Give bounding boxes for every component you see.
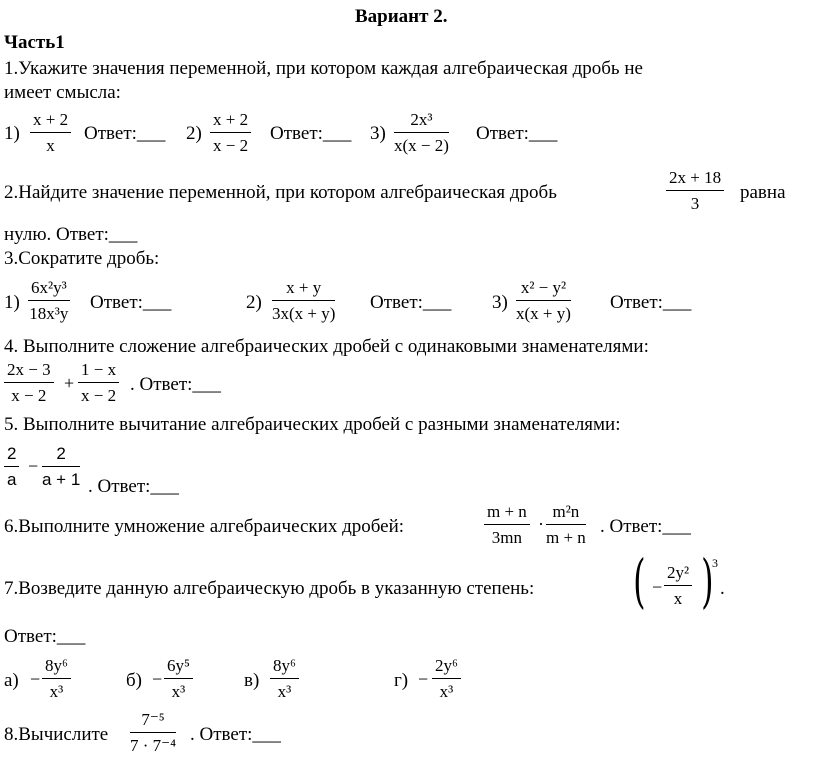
q6-fraction-1: [484, 502, 530, 548]
q5-answer: . Ответ:___: [88, 476, 179, 497]
fraction-numerator: 6x²y³: [28, 278, 70, 301]
fraction-denominator: x³: [439, 682, 454, 701]
fraction-numerator: x + 2: [30, 110, 71, 133]
q3-answer-1: Ответ:___: [90, 292, 172, 313]
q3-fraction-3: [516, 278, 571, 324]
q1-text-line1: 1.Укажите значения переменной, при котором каждая алгебраическая дробь не: [4, 58, 643, 79]
q1-label-1: 1): [4, 123, 20, 144]
fraction-denominator: x³: [277, 682, 292, 701]
q7-period: .: [720, 578, 725, 599]
fraction-numerator: 2x − 3: [4, 360, 54, 383]
q2-text-tail: равна: [740, 182, 786, 203]
fraction-denominator: x: [46, 136, 55, 155]
q2-text-line1: 2.Найдите значение переменной, при котором алгебраическая дробь: [4, 182, 557, 203]
q3-label-2: 2): [246, 292, 262, 313]
part-heading: Часть1: [4, 32, 65, 53]
q2-fraction: [666, 168, 724, 214]
option-a-sign: −: [30, 669, 41, 689]
fraction-denominator: x(x − 2): [394, 136, 449, 155]
page-title: Вариант 2.: [355, 6, 448, 27]
q1-fraction-2: [210, 110, 251, 156]
fraction-denominator: x³: [171, 682, 186, 701]
q3-label-1: 1): [4, 292, 20, 313]
option-b-sign: −: [152, 669, 163, 689]
q7-power: 3: [712, 556, 718, 570]
q1-fraction-3: [394, 110, 449, 156]
option-a-label: а): [4, 670, 19, 691]
fraction-numerator: 2y⁶: [432, 656, 461, 679]
fraction-denominator: 3x(x + y): [272, 304, 336, 323]
q5-fraction-1: [4, 444, 19, 490]
fraction-numerator: 2x + 18: [666, 168, 724, 191]
fraction-numerator: 7⁻⁵: [130, 710, 176, 733]
fraction-denominator: x − 2: [81, 386, 117, 405]
fraction-numerator: 1 − x: [78, 360, 119, 383]
fraction-denominator: 18x³y: [29, 304, 69, 323]
q3-fraction-2: [272, 278, 335, 324]
fraction-numerator: m + n: [484, 502, 530, 525]
q6-text: 6.Выполните умножение алгебраических дробей:: [4, 516, 405, 537]
option-a-fraction: [42, 656, 71, 702]
q1-label-3: 3): [370, 123, 386, 144]
q1-fraction-1: [30, 110, 71, 156]
q4-fraction-1: [4, 360, 54, 406]
option-b-label: б): [126, 670, 142, 691]
fraction-denominator: a: [7, 470, 17, 489]
option-d-label: г): [394, 670, 409, 691]
minus-sign: −: [652, 577, 663, 597]
q7-text: 7.Возведите данную алгебраическую дробь в указанную степень:: [4, 578, 535, 599]
q5-text: 5. Выполните вычитание алгебраических дробей с разными знаменателями:: [4, 414, 621, 435]
fraction-numerator: 2: [4, 444, 19, 467]
fraction-denominator: x³: [49, 682, 64, 701]
option-c-label: в): [244, 670, 260, 691]
q1-answer-3: Ответ:___: [476, 123, 558, 144]
fraction-denominator: 3mn: [491, 528, 523, 547]
q8-answer: . Ответ:___: [190, 724, 281, 745]
fraction-numerator: m²n: [546, 502, 586, 525]
option-c-fraction: [270, 656, 299, 702]
fraction-denominator: a + 1: [42, 470, 81, 489]
q3-answer-3: Ответ:___: [610, 292, 692, 313]
fraction-denominator: x: [673, 589, 683, 608]
plus-sign: +: [64, 373, 75, 393]
q5-fraction-2: [42, 444, 80, 490]
q1-answer-2: Ответ:___: [270, 123, 352, 144]
q7-answer: Ответ:___: [4, 626, 86, 647]
q4-answer: . Ответ:___: [130, 374, 221, 395]
q4-fraction-2: [78, 360, 119, 406]
fraction-numerator: 6y⁵: [164, 656, 193, 679]
fraction-numerator: x² − y²: [516, 278, 571, 301]
option-b-fraction: [164, 656, 193, 702]
q1-text-line2: имеет смысла:: [4, 82, 121, 103]
fraction-numerator: 8y⁶: [42, 656, 71, 679]
fraction-numerator: 2: [42, 444, 80, 467]
q3-fraction-1: [28, 278, 70, 324]
option-d-sign: −: [418, 669, 429, 689]
left-paren: (: [633, 547, 646, 615]
fraction-denominator: m + n: [546, 528, 586, 547]
right-paren: ): [701, 547, 714, 615]
fraction-denominator: x − 2: [213, 136, 249, 155]
multiply-dot: ·: [538, 514, 544, 534]
minus-sign: −: [28, 456, 39, 476]
fraction-denominator: 7 · 7⁻⁴: [130, 736, 177, 755]
fraction-numerator: 8y⁶: [270, 656, 299, 679]
q4-text: 4. Выполните сложение алгебраических дробей с одинаковыми знаменателями:: [4, 336, 649, 357]
q3-text: 3.Сократите дробь:: [4, 248, 160, 269]
fraction-denominator: x − 2: [11, 386, 47, 405]
fraction-numerator: x + 2: [210, 110, 251, 133]
q6-fraction-2: [546, 502, 586, 548]
q1-answer-1: Ответ:___: [84, 123, 166, 144]
fraction-numerator: x + y: [272, 278, 335, 301]
q2-text-line2: нулю. Ответ:___: [4, 224, 138, 245]
q8-text: 8.Вычислите: [4, 724, 109, 745]
q7-fraction: [664, 563, 692, 609]
option-d-fraction: [432, 656, 461, 702]
q6-answer: . Ответ:___: [600, 516, 691, 537]
fraction-numerator: 2y²: [664, 563, 692, 586]
fraction-denominator: x(x + y): [516, 304, 571, 323]
q1-label-2: 2): [186, 123, 202, 144]
q3-answer-2: Ответ:___: [370, 292, 452, 313]
q8-fraction: [130, 710, 176, 756]
fraction-denominator: 3: [690, 194, 700, 213]
fraction-numerator: 2x³: [394, 110, 449, 133]
q3-label-3: 3): [492, 292, 508, 313]
